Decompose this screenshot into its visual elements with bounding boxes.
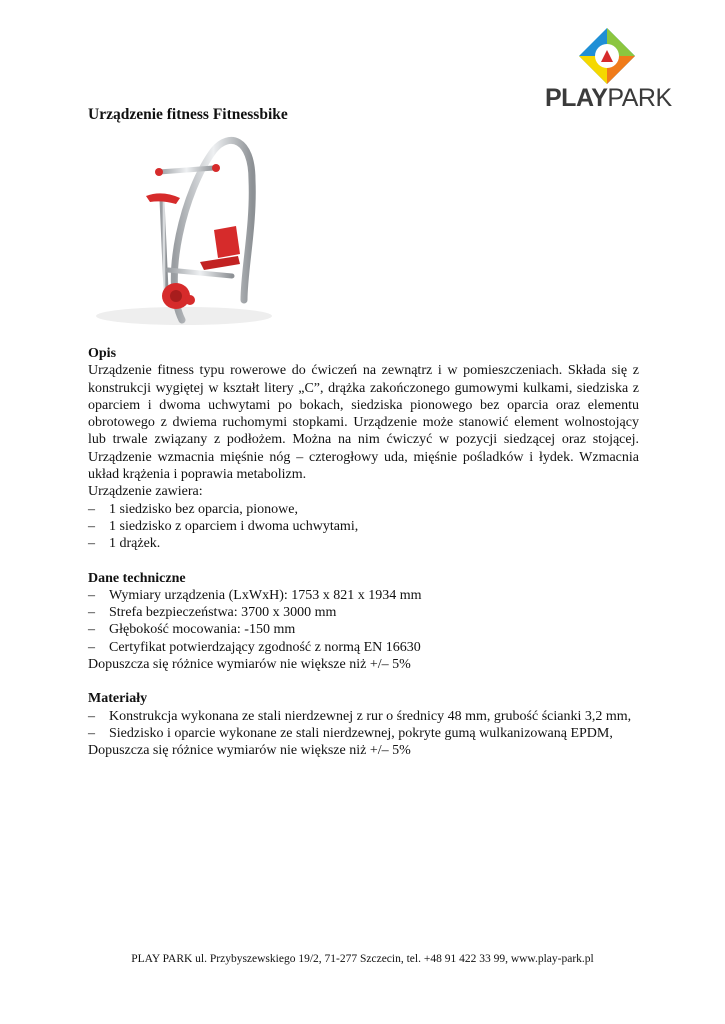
list-item <box>88 604 639 621</box>
list-item-text: Certyfikat potwierdzający zgodność z normą EN 16630 <box>109 639 421 655</box>
product-image <box>84 130 274 330</box>
list-item <box>88 621 639 638</box>
list-item <box>88 587 639 604</box>
list-item-text: Siedzisko i oparcie wykonane ze stali nierdzewnej, pokryte gumą wulkanizowaną EPDM, <box>109 725 613 741</box>
list-item <box>88 708 639 725</box>
list-item <box>88 501 639 518</box>
list-marker: – <box>88 536 95 552</box>
list-item <box>88 518 639 535</box>
list-marker: – <box>88 639 95 655</box>
opis-paragraph: Urządzenie fitness typu rowerowe do ćwiczeń na zewnątrz i w pomieszczeniach. Składa się z konstrukcji wygiętej w kształt litery „C”, drążka zakończonego gumowymi kulkami, siedziska z oparciem i dwoma uchwytami po bokach, siedziska pionowego bez oparcia oraz elementu obrotowego z dwiema ruchomymi stopkami. Urządzenie może stanowić element wolnostojący lub trwale związany z podłożem. Można na nim ćwiczyć w pozycji siedzącej oraz stojącej. Urządzenie wzmacnia mięśnie nóg – czterogłowy uda, mięśnie pośladków i łydek. Wzmacnia układ krążenia i poprawia metabolizm. <box>88 363 639 483</box>
list-item <box>88 725 639 742</box>
logo-word-play: PLAY <box>545 84 608 112</box>
section-heading-dane: Dane techniczne <box>88 570 186 586</box>
list-item <box>88 639 639 656</box>
list-item-text: 1 siedzisko bez oparcia, pionowe, <box>109 501 298 517</box>
tolerance-note: Dopuszcza się różnice wymiarów nie większe niż +/– 5% <box>88 657 411 673</box>
list-item-text: Strefa bezpieczeństwa: 3700 x 3000 mm <box>109 605 337 621</box>
playpark-logo <box>545 26 671 114</box>
list-marker: – <box>88 605 95 621</box>
tolerance-note: Dopuszcza się różnice wymiarów nie większe niż +/– 5% <box>88 743 411 759</box>
list-marker: – <box>88 708 95 724</box>
list-item <box>88 535 639 552</box>
page-footer: PLAY PARK ul. Przybyszewskiego 19/2, 71-277 Szczecin, tel. +48 91 422 33 99, www.play-park.pl <box>131 953 594 965</box>
list-item-text: 1 siedzisko z oparciem i dwoma uchwytami, <box>109 518 359 534</box>
list-item-text: Konstrukcja wykonana ze stali nierdzewnej z rur o średnicy 48 mm, grubość ścianki 3,2 mm, <box>109 708 632 724</box>
fitness-bike-illustration <box>84 130 274 330</box>
list-marker: – <box>88 622 95 638</box>
section-heading-opis: Opis <box>88 346 117 361</box>
list-marker: – <box>88 501 95 517</box>
playpark-logo-icon <box>577 26 637 86</box>
document-title: Urządzenie fitness Fitnessbike <box>88 106 288 123</box>
section-heading-materialy: Materiały <box>88 691 148 707</box>
list-item-text: 1 drążek. <box>109 536 161 552</box>
list-item-text: Wymiary urządzenia (LxWxH): 1753 x 821 x 1934 mm <box>109 587 422 603</box>
logo-word-park: PARK <box>607 84 672 112</box>
logo-wordmark <box>545 84 671 113</box>
document-body <box>88 345 639 760</box>
contains-label: Urządzenie zawiera: <box>88 484 203 500</box>
list-marker: – <box>88 518 95 534</box>
list-item-text: Głębokość mocowania: -150 mm <box>109 622 296 638</box>
list-marker: – <box>88 725 95 741</box>
list-marker: – <box>88 587 95 603</box>
